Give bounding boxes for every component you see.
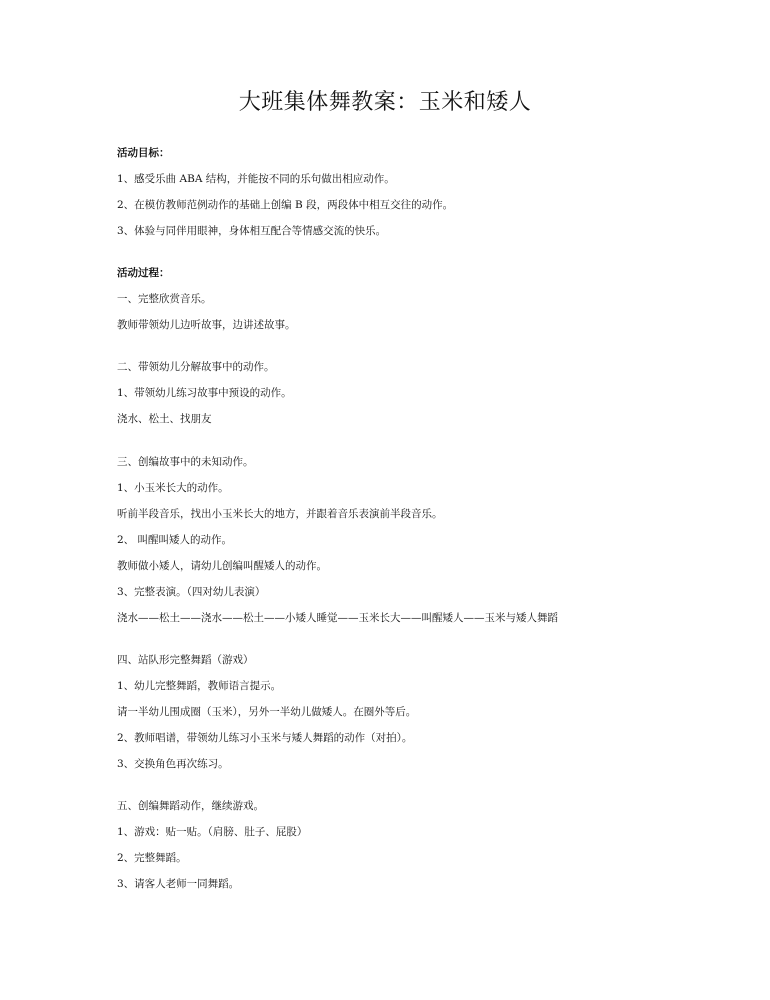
section-4-line: 请一半幼儿围成圈（玉米），另外一半幼儿做矮人。在圈外等后。	[117, 706, 417, 718]
goals-heading: 活动目标：	[117, 147, 170, 159]
section-3-line: 浇水——松土——浇水——松土——小矮人睡觉——玉米长大——叫醒矮人——玉米与矮人舞蹈	[117, 612, 558, 624]
section-1-title: 一、完整欣赏音乐。	[117, 293, 212, 305]
section-3-line: 2、 叫醒叫矮人的动作。	[117, 534, 233, 546]
section-4-line: 2、教师唱谱，带领幼儿练习小玉米与矮人舞蹈的动作（对拍）。	[117, 732, 413, 744]
section-3-line: 3、完整表演。（四对幼儿表演）	[117, 586, 266, 598]
section-5-line: 3、请客人老师一同舞蹈。	[117, 878, 240, 890]
section-1-line: 教师带领幼儿边听故事，边讲述故事。	[117, 319, 296, 331]
goal-item-3: 3、体验与同伴用眼神，身体相互配合等情感交流的快乐。	[117, 225, 387, 237]
section-5-line: 2、完整舞蹈。	[117, 852, 187, 864]
section-5-title: 五、创编舞蹈动作，继续游戏。	[117, 800, 264, 812]
goal-item-1: 1、感受乐曲 ABA 结构，并能按不同的乐句做出相应动作。	[117, 173, 395, 185]
section-2-title: 二、带领幼儿分解故事中的动作。	[117, 361, 275, 373]
section-4-line: 3、交换角色再次练习。	[117, 758, 229, 770]
section-3-title: 三、创编故事中的未知动作。	[117, 456, 254, 468]
section-4-title: 四、站队形完整舞蹈（游戏）	[117, 654, 254, 666]
section-3-line: 听前半段音乐，找出小玉米长大的地方，并跟着音乐表演前半段音乐。	[117, 508, 443, 520]
section-2-line: 1、带领幼儿练习故事中预设的动作。	[117, 387, 292, 399]
section-3-line: 1、小玉米长大的动作。	[117, 482, 229, 494]
section-2-line: 浇水、松土、找朋友	[117, 413, 212, 425]
section-3-line: 教师做小矮人，请幼儿创编叫醒矮人的动作。	[117, 560, 327, 572]
section-4-line: 1、幼儿完整舞蹈，教师语言提示。	[117, 680, 282, 692]
section-5-line: 1、游戏：贴一贴。（肩膀、肚子、屁股）	[117, 826, 308, 838]
goal-item-2: 2、在模仿教师范例动作的基础上创编 B 段，两段体中相互交往的动作。	[117, 199, 454, 211]
page-title: 大班集体舞教案：玉米和矮人	[238, 90, 532, 115]
process-heading: 活动过程：	[117, 267, 170, 279]
